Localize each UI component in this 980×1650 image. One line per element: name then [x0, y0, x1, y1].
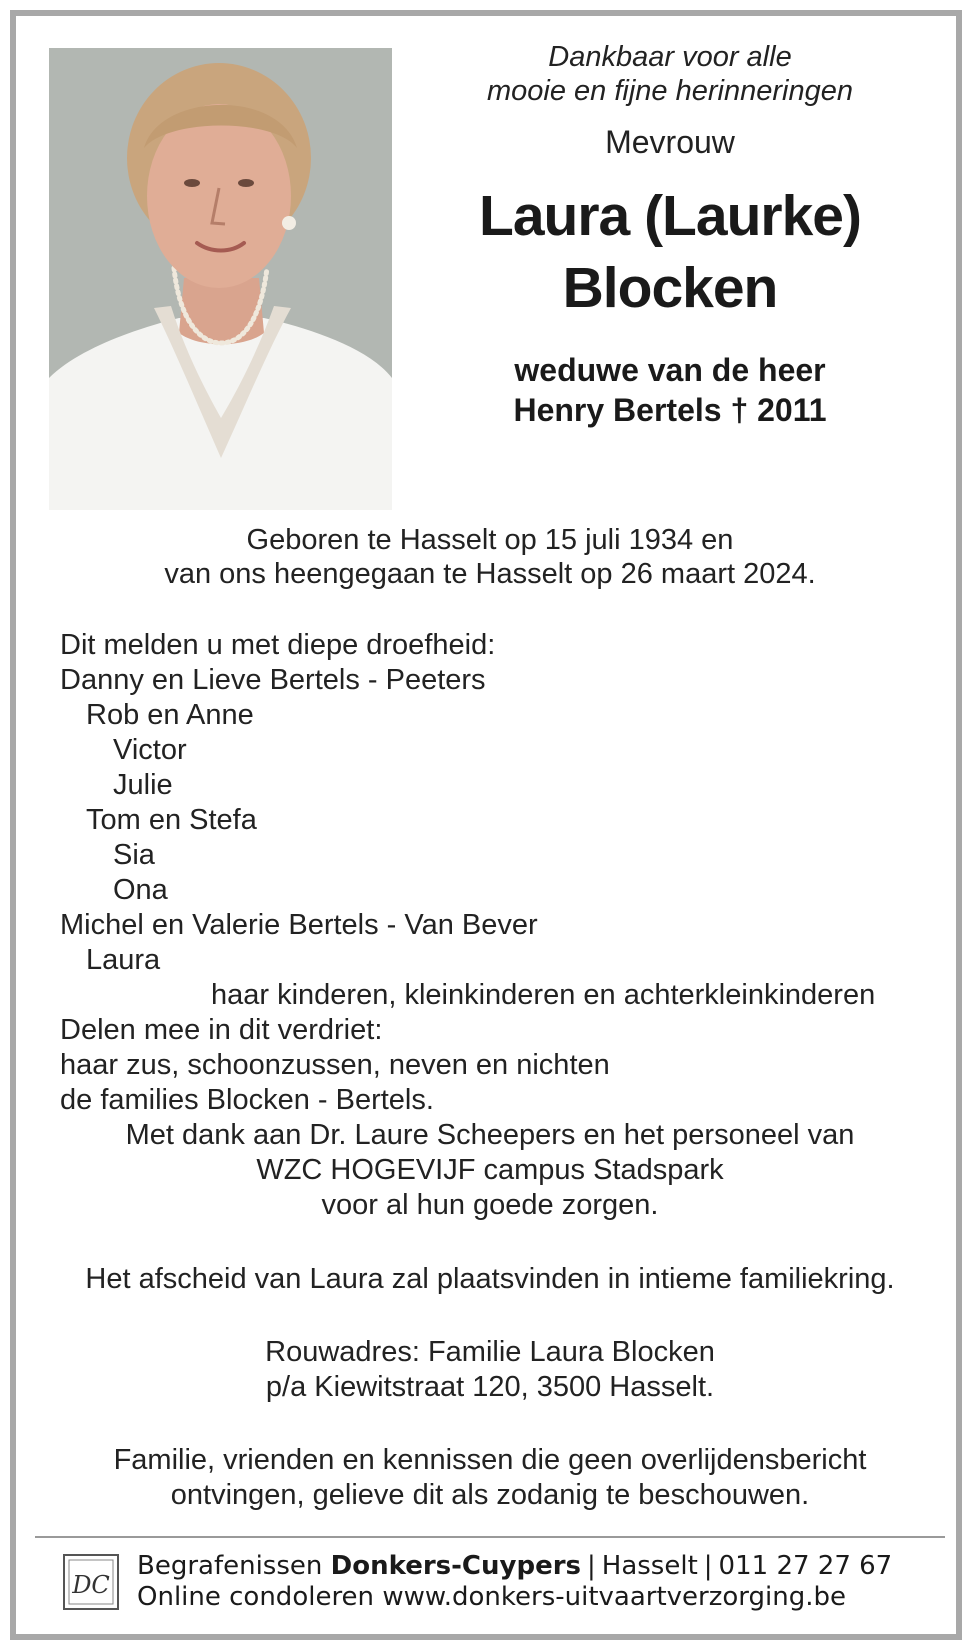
- thanks-line-3: voor al hun goede zorgen.: [321, 1189, 659, 1221]
- notice-line-2: ontvingen, gelieve dit als zodanig te beschouwen.: [170, 1479, 810, 1511]
- family-relation: haar kinderen, kleinkinderen en achterkleinkinderen: [211, 979, 876, 1011]
- portrait-illustration: [49, 48, 392, 510]
- birth-line: Geboren te Hasselt op 15 juli 1934 en: [246, 524, 734, 556]
- family-member: Tom en Stefa: [86, 804, 257, 836]
- widow-of-line-2: Henry Bertels † 2011: [513, 392, 827, 428]
- footer-online-line: [137, 1581, 846, 1613]
- share-line-1: haar zus, schoonzussen, neven en nichten: [60, 1049, 610, 1081]
- farewell-line: Het afscheid van Laura zal plaatsvinden in intieme familiekring.: [85, 1263, 895, 1295]
- footer-company: Donkers-Cuypers: [330, 1551, 582, 1581]
- footer-separator: |: [703, 1551, 713, 1581]
- family-member: Julie: [113, 769, 173, 801]
- address-line-2: p/a Kiewitstraat 120, 3500 Hasselt.: [265, 1371, 715, 1403]
- death-line: van ons heengegaan te Hasselt op 26 maart 2024.: [164, 558, 816, 590]
- family-member: Sia: [113, 839, 155, 871]
- deceased-name: [420, 180, 920, 324]
- share-line-2: de families Blocken - Bertels.: [60, 1084, 434, 1116]
- footer-prefix: Begrafenissen: [137, 1551, 323, 1581]
- address-line-1: Rouwadres: Familie Laura Blocken: [265, 1336, 715, 1368]
- family-member: Michel en Valerie Bertels - Van Bever: [60, 909, 538, 941]
- deceased-name-line-1: Laura (Laurke): [479, 184, 861, 248]
- family-member: Danny en Lieve Bertels - Peeters: [60, 664, 486, 696]
- footer-online-label: Online condoleren: [137, 1582, 375, 1612]
- widow-of: [420, 350, 920, 430]
- footer-phone[interactable]: 011 27 27 67: [718, 1551, 893, 1581]
- thanks-line-2: WZC HOGEVIJF campus Stadspark: [256, 1154, 724, 1186]
- quote-line-2: mooie en fijne herinneringen: [487, 75, 853, 107]
- quote-line-1: Dankbaar voor alle: [548, 41, 792, 73]
- family-intro: Dit melden u met diepe droefheid:: [60, 629, 496, 661]
- widow-of-line-1: weduwe van de heer: [514, 352, 826, 388]
- footer-divider: [35, 1536, 945, 1538]
- logo-monogram: DC: [72, 1571, 110, 1599]
- family-member: Ona: [113, 874, 168, 906]
- family-member: Rob en Anne: [86, 699, 254, 731]
- salutation: Mevrouw: [605, 124, 735, 160]
- footer-separator: |: [587, 1551, 596, 1581]
- family-member: Victor: [113, 734, 187, 766]
- share-intro: Delen mee in dit verdriet:: [60, 1014, 383, 1046]
- portrait-photo: [49, 48, 392, 510]
- footer-city: Hasselt: [601, 1551, 698, 1581]
- notice-line-1: Familie, vrienden en kennissen die geen overlijdensbericht: [113, 1444, 867, 1476]
- deceased-name-line-2: Blocken: [562, 256, 778, 320]
- footer-company-line: [137, 1550, 892, 1582]
- footer-website-link[interactable]: www.donkers-uitvaartverzorging.be: [382, 1582, 846, 1612]
- funeral-home-logo: [62, 1553, 120, 1611]
- family-member: Laura: [86, 944, 161, 976]
- thanks-line-1: Met dank aan Dr. Laure Scheepers en het personeel van: [125, 1119, 855, 1151]
- header-block: [420, 40, 920, 430]
